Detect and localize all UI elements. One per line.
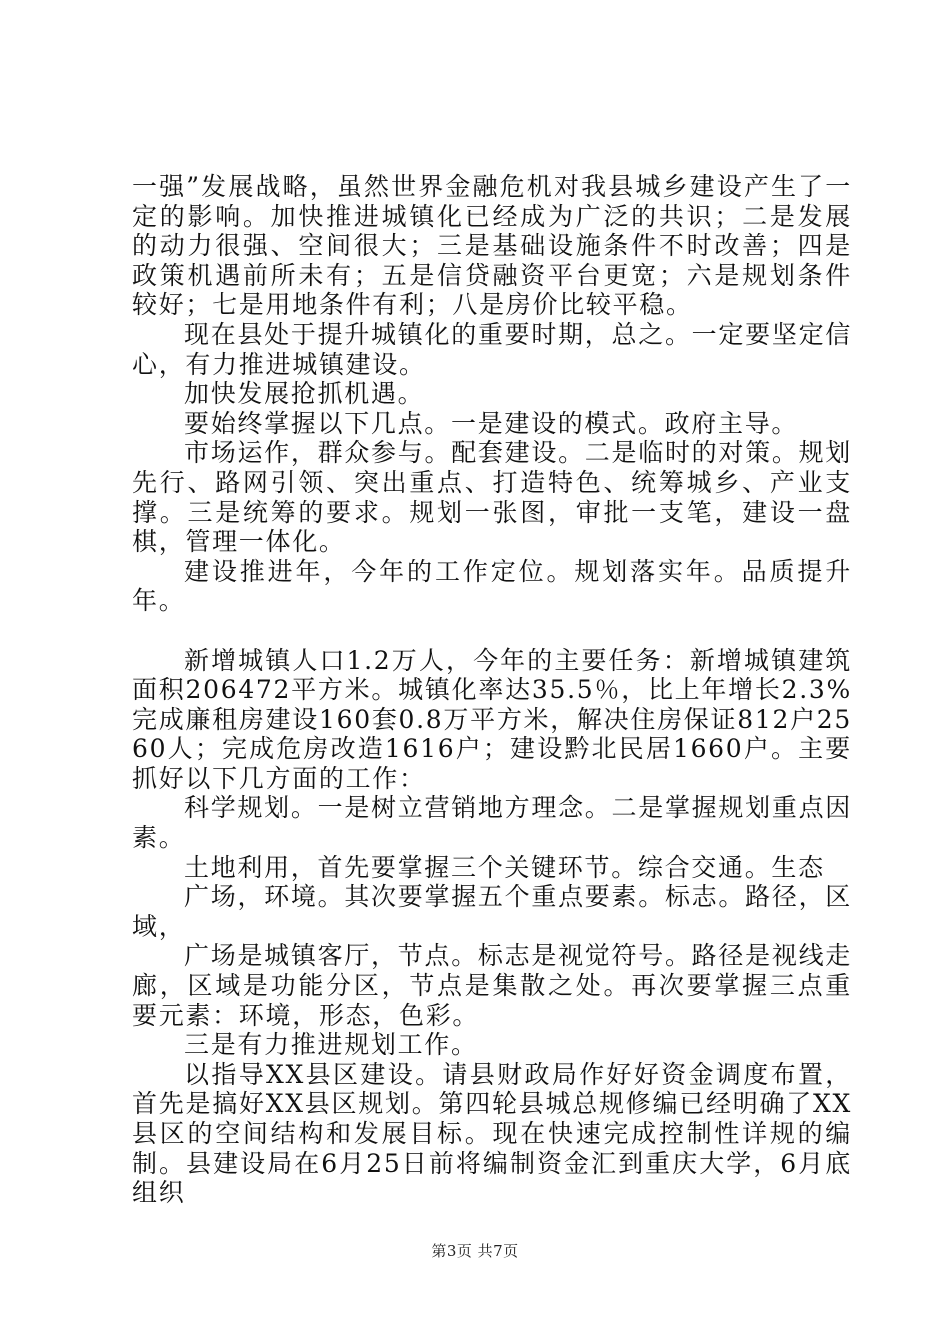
paragraph: 市场运作，群众参与。配套建设。二是临时的对策。规划先行、路网引领、突出重点、打造特色、统筹城乡、产业支撑。三是统筹的要求。规划一张图，审批一支笔，建设一盘棋，管理一体化。	[132, 438, 852, 557]
paragraph: 科学规划。一是树立营销地方理念。二是掌握规划重点因素。	[132, 793, 852, 853]
paragraph: 要始终掌握以下几点。一是建设的模式。政府主导。	[184, 408, 799, 438]
page-number-footer: 第3页 共7页	[431, 1242, 519, 1260]
paragraph: 土地利用，首先要掌握三个关键环节。综合交通。生态	[184, 852, 825, 882]
blank-line	[132, 616, 852, 646]
paragraph: 以指导XX县区建设。请县财政局作好好资金调度布置，首先是搞好XX县区规划。第四轮县城总规修编已经明确了XX县区的空间结构和发展目标。现在快速完成控制性详规的编制。县建设局在6月25日前将编制资金汇到重庆大学，6月底组织	[132, 1059, 852, 1208]
paragraph: 建设推进年，今年的工作定位。规划落实年。品质提升年。	[132, 556, 852, 616]
paragraph: 新增城镇人口1.2万人，今年的主要任务：新增城镇建筑面积206472平方米。城镇化率达35.5％，比上年增长2.3%完成廉租房建设160套0.8万平方米，解决住房保证812户2560人；完成危房改造1616户；建设黔北民居1660户。主要抓好以下几方面的工作：	[132, 645, 852, 793]
paragraph: 三是有力推进规划工作。	[184, 1030, 478, 1060]
paragraph: 加快发展抢抓机遇。	[184, 379, 425, 409]
paragraph: 一强”发展战略，虽然世界金融危机对我县城乡建设产生了一定的影响。加快推进城镇化已经成为广泛的共识；二是发展的动力很强、空间很大；三是基础设施条件不时改善；四是政策机遇前所未有；五是信贷融资平台更宽；六是规划条件较好；七是用地条件有利；八是房价比较平稳。	[132, 172, 852, 320]
body-text	[132, 172, 852, 1208]
paragraph: 现在县处于提升城镇化的重要时期，总之。一定要坚定信心，有力推进城镇建设。	[132, 319, 852, 379]
paragraph: 广场，环境。其次要掌握五个重点要素。标志。路径，区域，	[132, 882, 852, 941]
paragraph: 广场是城镇客厅，节点。标志是视觉符号。路径是视线走廊，区域是功能分区，节点是集散之处。再次要掌握三点重要元素：环境，形态，色彩。	[132, 941, 852, 1030]
